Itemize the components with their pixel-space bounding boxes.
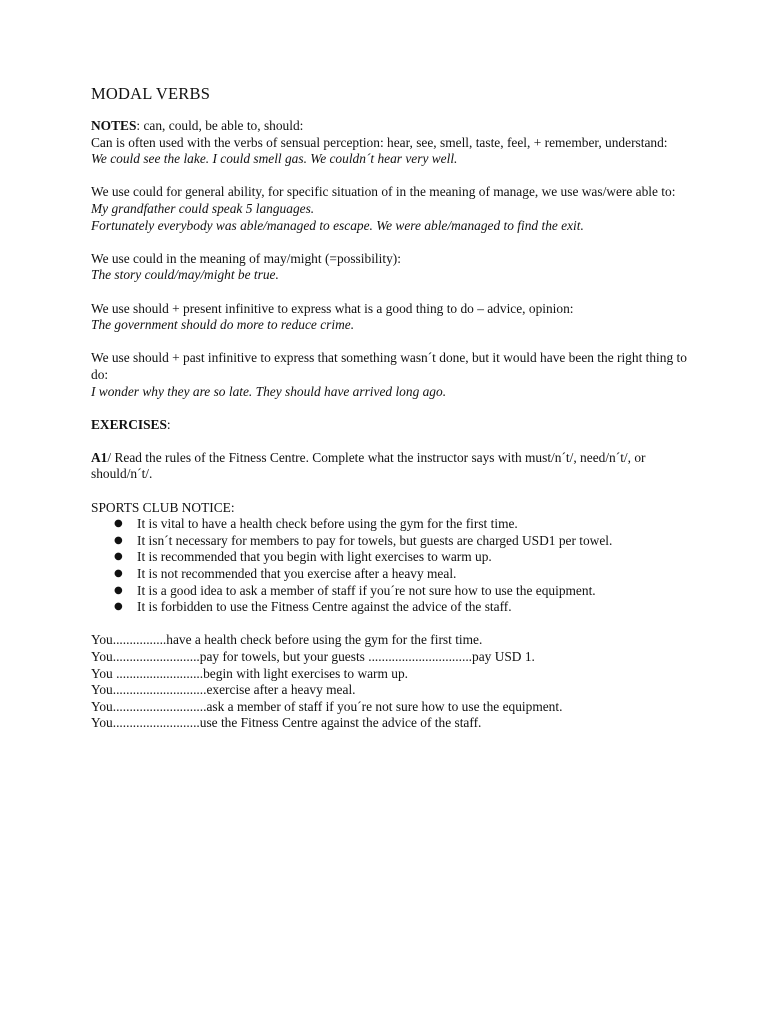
exercise-a1-instructions	[91, 450, 691, 483]
notes-label: NOTES	[91, 118, 137, 133]
bullet-icon: ●	[114, 601, 123, 613]
rule-text: We use could for general ability, for specific situation of in the meaning of manage, we use was/were able to:	[91, 184, 676, 200]
bullet-icon: ●	[114, 534, 123, 546]
list-item-text: It is vital to have a health check before using the gym for the first time.	[137, 516, 518, 532]
rule-could-ability	[91, 184, 691, 234]
rule-example: My grandfather could speak 5 languages.	[91, 200, 315, 216]
notes-example: We could see the lake. I could smell gas. We couldn´t hear very well.	[91, 151, 458, 167]
bullet-icon: ●	[114, 568, 123, 580]
list-item	[91, 516, 677, 533]
exercise-line: You..........................pay for towels, but your guests ...............................pay USD 1.	[91, 649, 535, 664]
exercise-line: You..........................use the Fitness Centre against the advice of the staff.	[91, 715, 482, 731]
exercise-line: You............................exercise after a heavy meal.	[91, 682, 356, 698]
rule-should-present	[91, 301, 691, 334]
list-item-text: It is recommended that you begin with light exercises to warm up.	[137, 549, 492, 565]
bullet-icon: ●	[114, 584, 123, 596]
exercises-label: EXERCISES	[91, 416, 167, 432]
list-item	[91, 599, 677, 616]
exercise-line: You................have a health check before using the gym for the first time.	[91, 632, 483, 648]
list-item	[91, 549, 677, 566]
rule-example: The story could/may/might be true.	[91, 267, 279, 283]
notice-title: SPORTS CLUB NOTICE:	[91, 499, 235, 515]
bullet-icon: ●	[114, 551, 123, 563]
rule-text: We use should + present infinitive to express what is a good thing to do – advice, opinion:	[91, 300, 574, 316]
rule-example: I wonder why they are so late. They should have arrived long ago.	[91, 383, 447, 399]
exercises-heading	[91, 417, 691, 434]
exercise-a1-label: A1	[91, 449, 108, 465]
exercises-suffix: :	[166, 416, 171, 432]
bullet-icon: ●	[114, 518, 123, 530]
notes-section	[91, 118, 691, 168]
rule-text: We use should + past infinitive to express that something wasn´t done, but it would have been the right thing to do:	[91, 350, 687, 382]
rule-should-past	[91, 350, 691, 400]
list-item-text: It is not recommended that you exercise after a heavy meal.	[137, 566, 457, 582]
notice-list	[91, 516, 691, 616]
fill-in-exercise	[91, 632, 691, 732]
notes-perception-text: Can is often used with the verbs of sensual perception: hear, see, smell, taste, feel, + remember, understand:	[91, 134, 668, 150]
notes-head-text: : can, could, be able to, should:	[136, 118, 304, 133]
rule-example: The government should do more to reduce crime.	[91, 317, 355, 333]
list-item-text: It isn´t necessary for members to pay for towels, but guests are charged USD1 per towel.	[137, 532, 613, 548]
exercise-line: You............................ask a member of staff if you´re not sure how to use the equipment.	[91, 698, 563, 714]
notes-heading	[91, 118, 691, 135]
document-page	[91, 84, 691, 732]
rule-could-possibility	[91, 251, 691, 284]
list-item-text: It is forbidden to use the Fitness Centre against the advice of the staff.	[137, 599, 512, 615]
list-item	[91, 583, 677, 600]
rule-example: Fortunately everybody was able/managed to escape. We were able/managed to find the exit.	[91, 217, 584, 233]
rule-text: We use could in the meaning of may/might (=possibility):	[91, 250, 401, 266]
list-item-text: It is a good idea to ask a member of staff if you´re not sure how to use the equipment.	[137, 582, 596, 598]
list-item	[91, 533, 677, 550]
list-item	[91, 566, 677, 583]
exercise-a1-text: / Read the rules of the Fitness Centre. Complete what the instructor says with must/n´t/, need/n´t/, or should/n´t/.	[91, 449, 646, 482]
exercise-line: You ..........................begin with light exercises to warm up.	[91, 665, 409, 681]
page-title: MODAL VERBS	[91, 84, 211, 103]
